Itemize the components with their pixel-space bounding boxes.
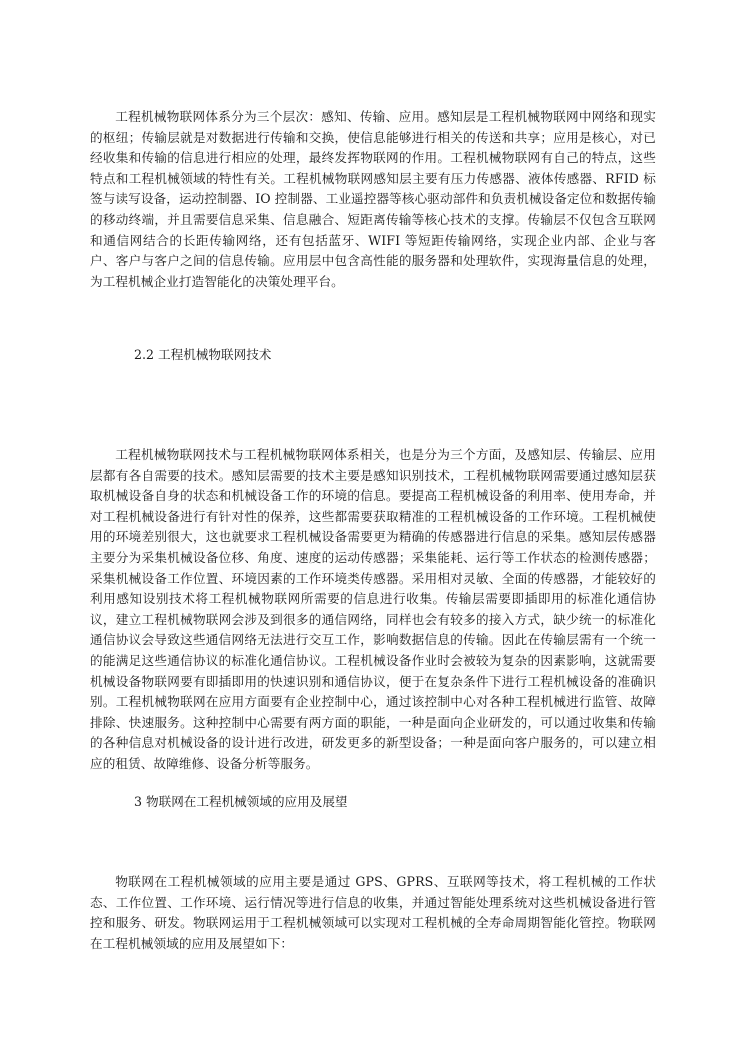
section-heading-3: 3 物联网在工程机械领域的应用及展望: [134, 794, 348, 809]
body-paragraph-iot-technology: 工程机械物联网技术与工程机械物联网体系相关，也是分为三个方面，及感知层、传输层、应用层都有各自需要的技术。感知层需要的技术主要是感知识别技术，工程机械物联网需要通过感知层获取机械设备自身的状态和机械设备工作的环境的信息。要提高工程机械设备的利用率、使用寿命，并对工程机械设备进行有针对性的保养，这些都需要获取精准的工程机械设备的工作环境。工程机械使用的环境差别很大，这也就要求工程机械设备需要更为精确的传感器进行信息的采集。感知层传感器主要分为采集机械设备位移、角度、速度的运动传感器；采集能耗、运行等工作状态的检测传感器；采集机械设备工作位置、环境因素的工作环境类传感器。采用相对灵敏、全面的传感器，才能较好的利用感知设别技术将工程机械物联网所需要的信息进行收集。传输层需要即插即用的标准化通信协议，建立工程机械物联网会涉及到很多的通信网络，同样也会有较多的接入方式，缺少统一的标准化通信协议会导致这些通信网络无法进行交互工作，影响数据信息的传输。因此在传输层需有一个统一的能满足这些通信协议的标准化通信协议。工程机械设备作业时会被较为复杂的因素影响，这就需要机械设备物联网要有即插即用的快速识别和通信协议，便于在复杂条件下进行工程机械设备的准确识别。工程机械物联网在应用方面要有企业控制中心，通过该控制中心对各种工程机械进行监管、故障排除、快速服务。这种控制中心需要有两方面的职能，一种是面向企业研发的，可以通过收集和传输的各种信息对机械设备的设计进行改进，研发更多的新型设备；一种是面向客户服务的，可以建立相应的租赁、故障维修、设备分析等服务。: [90, 447, 656, 771]
body-paragraph-iot-system-layers: 工程机械物联网体系分为三个层次：感知、传输、应用。感知层是工程机械物联网中网络和现实的枢纽；传输层就是对数据进行传输和交换，使信息能够进行相关的传送和共享；应用是核心，对已经收集和传输的信息进行相应的处理，最终发挥物联网的作用。工程机械物联网有自己的特点，这些特点和工程机械领域的特性有关。工程机械物联网感知层主要有压力传感器、液体传感器、RFID 标签与读写设备，运动控制器、IO 控制器、工业遥控器等核心驱动部件和负责机械设备定位和数据传输的移动终端，并且需要信息采集、信息融合、短距离传输等核心技术的支撑。传输层不仅包含互联网和通信网结合的长距传输网络，还有包括蓝牙、WIFI 等短距传输网络，实现企业内部、企业与客户、客户与客户之间的信息传输。应用层中包含高性能的服务器和处理软件，实现海量信息的处理，为工程机械企业打造智能化的决策处理平台。: [90, 109, 656, 289]
body-paragraph-iot-application: 物联网在工程机械领域的应用主要是通过 GPS、GPRS、互联网等技术，将工程机械的工作状态、工作位置、工作环境、运行情况等进行信息的收集，并通过智能处理系统对这些机械设备进行管控和服务、研发。物联网运用于工程机械领域可以实现对工程机械的全寿命周期智能化管控。物联网在工程机械领域的应用及展望如下：: [90, 874, 656, 951]
section-heading-2-2: 2.2 工程机械物联网技术: [134, 347, 272, 362]
